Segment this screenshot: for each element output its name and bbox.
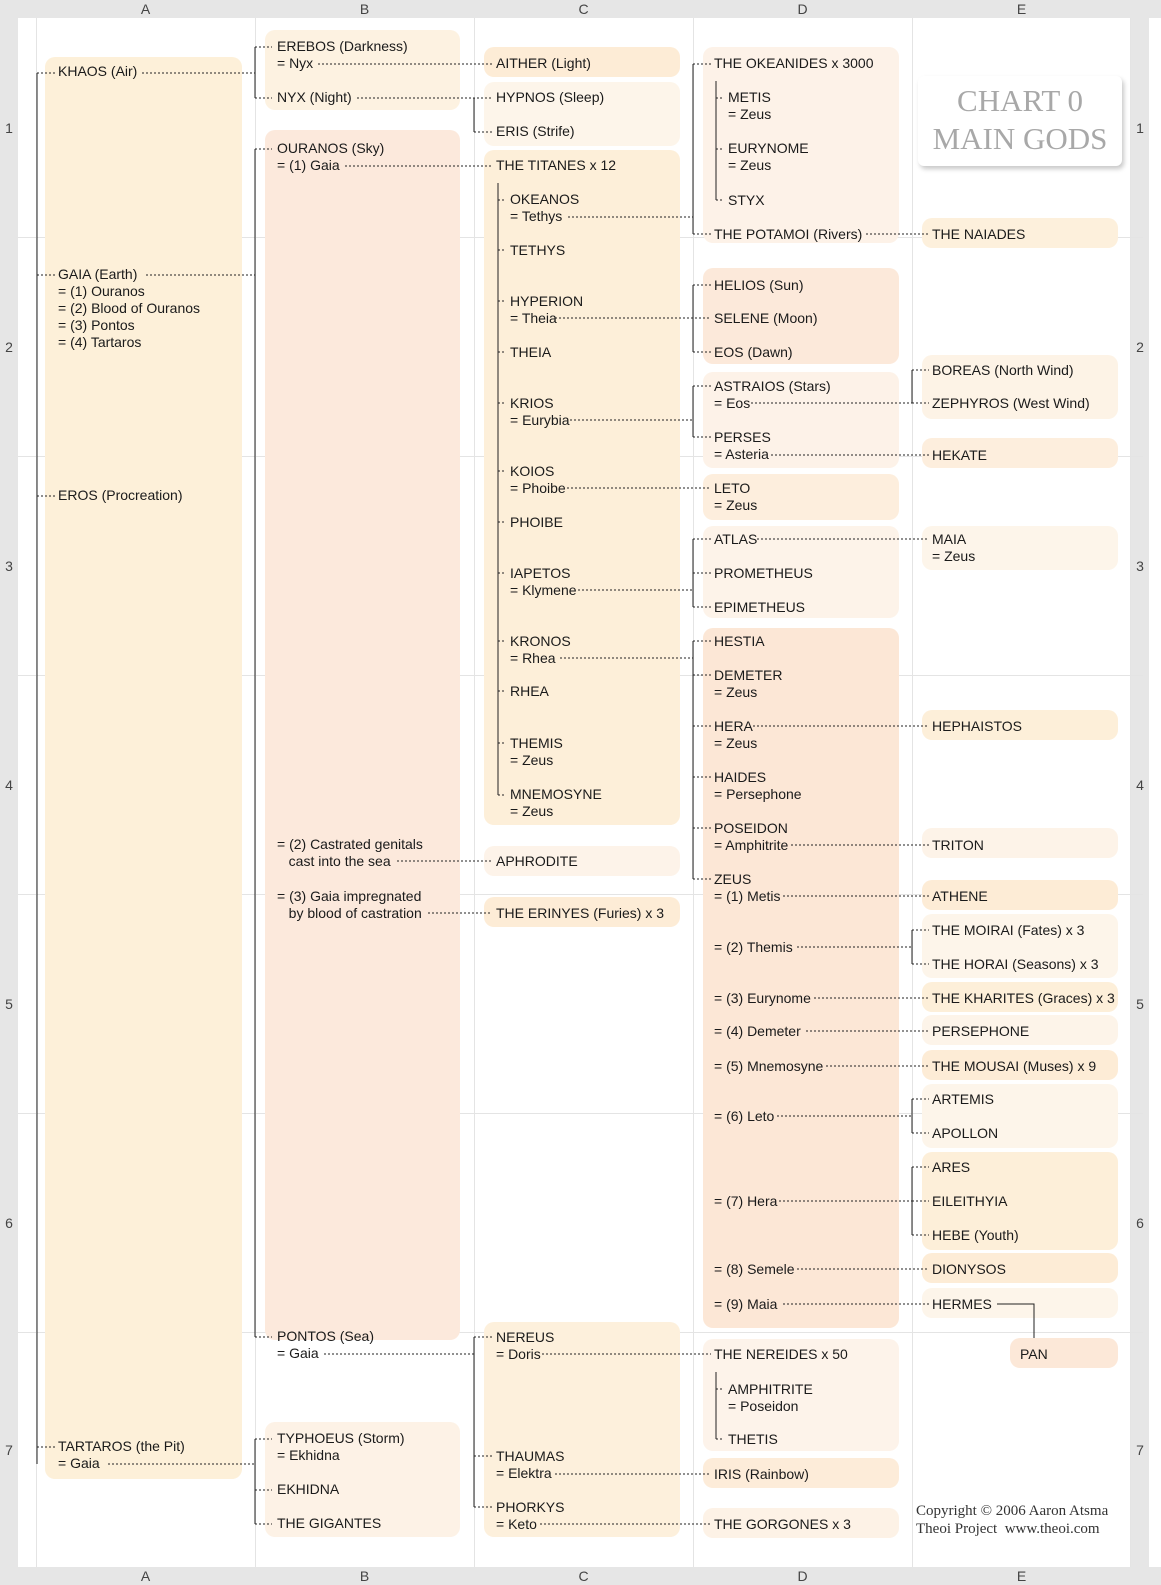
column-footer-e: E <box>912 1567 1132 1585</box>
column-footer-d: D <box>693 1567 913 1585</box>
entry-tethys: TETHYS <box>510 242 566 258</box>
entry-potamoi: THE POTAMOI (Rivers) <box>714 226 863 242</box>
entry-metis: METIS = Zeus <box>728 89 772 122</box>
entry-haides: HAIDES = Persephone <box>714 769 802 802</box>
entry-dionysos: DIONYSOS <box>932 1261 1006 1277</box>
row-header-7: 7 <box>0 1332 18 1567</box>
entry-mnemosyne: MNEMOSYNE = Zeus <box>510 786 602 819</box>
entry-nereides: THE NEREIDES x 50 <box>714 1346 848 1362</box>
entry-koios: KOIOS = Phoibe <box>510 463 566 496</box>
entry-persephone: PERSEPHONE <box>932 1023 1030 1039</box>
entry-phoibe: PHOIBE <box>510 514 563 530</box>
entry-erebos: EREBOS (Darkness) = Nyx <box>277 38 408 71</box>
row-header-right-1: 1 <box>1131 18 1149 237</box>
entry-thetis: THETIS <box>728 1431 778 1447</box>
row-header-4: 4 <box>0 675 18 894</box>
entry-zeus-hera: = (7) Hera <box>714 1193 778 1209</box>
entry-typhoeus: TYPHOEUS (Storm) = Ekhidna <box>277 1430 405 1463</box>
row-header-5: 5 <box>0 894 18 1113</box>
entry-hebe: HEBE (Youth) <box>932 1227 1019 1243</box>
column-footer-a: A <box>36 1567 256 1585</box>
entry-zeus-mnemosyne: = (5) Mnemosyne <box>714 1058 824 1074</box>
entry-aphrodite: APHRODITE <box>496 853 578 869</box>
entry-amphitrite: AMPHITRITE = Poseidon <box>728 1381 813 1414</box>
entry-pan: PAN <box>1020 1346 1048 1362</box>
entry-boreas: BOREAS (North Wind) <box>932 362 1074 378</box>
entry-hekate: HEKATE <box>932 447 987 463</box>
entry-themis: THEMIS = Zeus <box>510 735 563 768</box>
entry-pontos: PONTOS (Sea) = Gaia <box>277 1328 374 1361</box>
column-header-e: E <box>912 0 1132 18</box>
entry-helios: HELIOS (Sun) <box>714 277 804 293</box>
entry-zeus-demeter: = (4) Demeter <box>714 1023 801 1039</box>
entry-zeus: ZEUS = (1) Metis <box>714 871 781 904</box>
entry-zeus-semele: = (8) Semele <box>714 1261 795 1277</box>
entry-styx: STYX <box>728 192 765 208</box>
entry-thaumas: THAUMAS = Elektra <box>496 1448 565 1481</box>
entry-tartaros: TARTAROS (the Pit) = Gaia <box>58 1438 185 1471</box>
entry-apollon: APOLLON <box>932 1125 999 1141</box>
entry-zephyros: ZEPHYROS (West Wind) <box>932 395 1090 411</box>
entry-ouranos: OURANOS (Sky) = (1) Gaia <box>277 140 385 173</box>
entry-mousai: THE MOUSAI (Muses) x 9 <box>932 1058 1097 1074</box>
entry-gigantes: THE GIGANTES <box>277 1515 382 1531</box>
entry-kronos: KRONOS = Rhea <box>510 633 571 666</box>
row-header-1: 1 <box>0 18 18 237</box>
entry-zeus-eurynome: = (3) Eurynome <box>714 990 811 1006</box>
row-header-2: 2 <box>0 237 18 456</box>
row-header-right-6: 6 <box>1131 1113 1149 1332</box>
entry-eros: EROS (Procreation) <box>58 487 183 503</box>
entry-atlas: ATLAS <box>714 531 758 547</box>
column-header-a: A <box>36 0 256 18</box>
entry-castrated-genitals: = (2) Castrated genitals cast into the sea <box>277 836 423 869</box>
entry-athene: ATHENE <box>932 888 988 904</box>
website-text: Theoi Project www.theoi.com <box>916 1521 1100 1537</box>
entry-rhea: RHEA <box>510 683 549 699</box>
entry-eris: ERIS (Strife) <box>496 123 575 139</box>
entry-hera: HERA = Zeus <box>714 718 758 751</box>
entry-demeter: DEMETER = Zeus <box>714 667 783 700</box>
entry-epimetheus: EPIMETHEUS <box>714 599 806 615</box>
column-header-d: D <box>693 0 913 18</box>
entry-naiades: THE NAIADES <box>932 226 1026 242</box>
entry-horai: THE HORAI (Seasons) x 3 <box>932 956 1099 972</box>
entry-okeanides: THE OKEANIDES x 3000 <box>714 55 874 71</box>
entry-kharites: THE KHARITES (Graces) x 3 <box>932 990 1115 1006</box>
entry-zeus-leto: = (6) Leto <box>714 1108 775 1124</box>
row-header-3: 3 <box>0 456 18 675</box>
entry-hestia: HESTIA <box>714 633 765 649</box>
entry-okeanos: OKEANOS = Tethys <box>510 191 580 224</box>
entry-nyx: NYX (Night) <box>277 89 352 105</box>
entry-phorkys: PHORKYS = Keto <box>496 1499 565 1532</box>
entry-gaia: GAIA (Earth) = (1) Ouranos = (2) Blood of Ouranos = (3) Pontos = (4) Tartaros <box>58 266 201 350</box>
entry-krios: KRIOS = Eurybia <box>510 395 570 428</box>
entry-nereus: NEREUS = Doris <box>496 1329 555 1362</box>
entry-artemis: ARTEMIS <box>932 1091 994 1107</box>
entry-prometheus: PROMETHEUS <box>714 565 813 581</box>
copyright-text: Copyright © 2006 Aaron Atsma <box>916 1503 1109 1519</box>
row-header-right-4: 4 <box>1131 675 1149 894</box>
row-header-right-7: 7 <box>1131 1332 1149 1567</box>
row-header-right-5: 5 <box>1131 894 1149 1113</box>
entry-selene: SELENE (Moon) <box>714 310 818 326</box>
column-header-b: B <box>255 0 475 18</box>
row-header-right-3: 3 <box>1131 456 1149 675</box>
entry-astraios: ASTRAIOS (Stars) = Eos <box>714 378 831 411</box>
entry-ares: ARES <box>932 1159 971 1175</box>
entry-erinyes: THE ERINYES (Furies) x 3 <box>496 905 665 921</box>
entry-eileithyia: EILEITHYIA <box>932 1193 1008 1209</box>
entry-khaos: KHAOS (Air) <box>58 63 138 79</box>
entry-aither: AITHER (Light) <box>496 55 591 71</box>
entry-zeus-maia: = (9) Maia <box>714 1296 778 1312</box>
entry-hypnos: HYPNOS (Sleep) <box>496 89 605 105</box>
entry-poseidon: POSEIDON = Amphitrite <box>714 820 789 853</box>
entry-theia: THEIA <box>510 344 552 360</box>
entry-triton: TRITON <box>932 837 984 853</box>
row-header-6: 6 <box>0 1113 18 1332</box>
column-footer-b: B <box>255 1567 475 1585</box>
entry-hermes: HERMES <box>932 1296 992 1312</box>
entry-gorgones: THE GORGONES x 3 <box>714 1516 851 1532</box>
entry-eurynome: EURYNOME = Zeus <box>728 140 809 173</box>
entry-titanes: THE TITANES x 12 <box>496 157 617 173</box>
entry-iapetos: IAPETOS = Klymene <box>510 565 577 598</box>
entry-iris: IRIS (Rainbow) <box>714 1466 809 1482</box>
column-footer-c: C <box>474 1567 694 1585</box>
entry-zeus-themis: = (2) Themis <box>714 939 793 955</box>
row-header-right-2: 2 <box>1131 237 1149 456</box>
entry-eos: EOS (Dawn) <box>714 344 793 360</box>
chart-title-line1: CHART 0 <box>957 83 1083 118</box>
entry-hephaistos: HEPHAISTOS <box>932 718 1022 734</box>
entry-ekhidna: EKHIDNA <box>277 1481 340 1497</box>
chart-title-line2: MAIN GODS <box>932 121 1108 156</box>
entry-maia: MAIA = Zeus <box>932 531 976 564</box>
column-header-c: C <box>474 0 694 18</box>
entry-leto: LETO = Zeus <box>714 480 758 513</box>
entry-hyperion: HYPERION = Theia <box>510 293 584 326</box>
entry-moirai: THE MOIRAI (Fates) x 3 <box>932 922 1085 938</box>
entry-gaia-impregnated: = (3) Gaia impregnated by blood of castration <box>277 888 422 921</box>
entry-perses: PERSES = Asteria <box>714 429 771 462</box>
